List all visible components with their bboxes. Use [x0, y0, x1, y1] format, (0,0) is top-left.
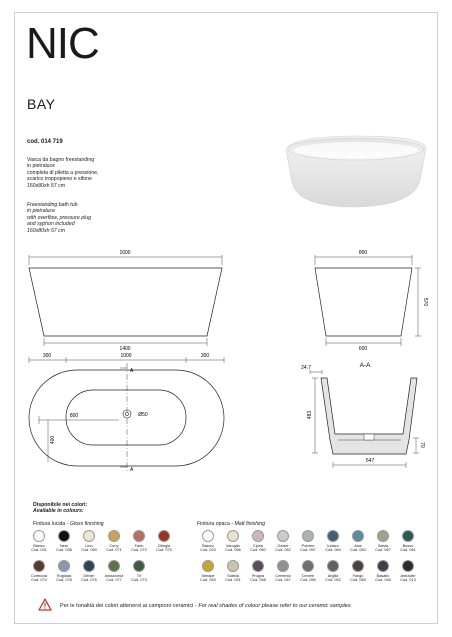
section-title: A-A — [359, 362, 371, 369]
colour-name: Denim — [83, 573, 95, 578]
colour-dot — [58, 560, 70, 572]
colour-code: Cod. 078 — [56, 577, 72, 582]
brand-logo: NIC — [26, 19, 99, 68]
colour-dot — [133, 560, 145, 572]
colour-name: Polvere — [301, 543, 315, 548]
colour-name: Sabbia — [227, 573, 239, 578]
colour-dot — [158, 530, 170, 542]
colour-dot — [252, 560, 264, 572]
colour-dot — [108, 560, 120, 572]
front-bottom-dimension: 1400 — [119, 346, 131, 350]
section-depth-dimension: 483 — [307, 410, 313, 420]
colour-code: Cod. 062 — [275, 547, 291, 552]
colour-code: Cod. 053 — [200, 577, 216, 582]
warning-icon — [38, 598, 52, 611]
colour-name: Antracite — [400, 573, 416, 578]
front-top-dimension: 1600 — [119, 250, 131, 256]
colour-code: Cod. 073 — [131, 577, 147, 582]
colour-code: Cod. 057 — [300, 547, 316, 552]
matt-title-it: Finitura opaca - — [197, 521, 235, 527]
product-photo — [280, 130, 430, 215]
colour-code: Cod. 038 — [56, 547, 72, 552]
colour-swatch — [391, 530, 425, 552]
colour-name: Nero — [59, 543, 69, 548]
colour-dot — [133, 530, 145, 542]
colour-name: Tè — [136, 573, 142, 578]
colour-name: Curry — [109, 543, 119, 548]
colour-dot — [83, 560, 95, 572]
colour-code: Cod. 047 — [275, 577, 291, 582]
colour-dot — [377, 530, 389, 542]
colour-dot — [327, 560, 339, 572]
colour-name: Fango — [352, 573, 364, 578]
plan-drain-dimension: Ø50 — [138, 412, 148, 418]
section-marker-bottom: A — [130, 467, 134, 473]
colour-dot — [33, 560, 45, 572]
colour-dot — [227, 560, 239, 572]
colour-name: Argilla — [327, 573, 339, 578]
colour-code: Cod. 074 — [31, 577, 47, 582]
colour-dot — [202, 560, 214, 572]
colours-heading-en: Available in colours: — [33, 508, 84, 515]
colour-code: Cod. 061 — [400, 547, 416, 552]
description-english: Freestanding bath tub in pietraluce with overflow, pressure plug and syphon included 160x80xh 57 cm — [27, 202, 92, 234]
colour-name: Bosco — [402, 543, 414, 548]
colour-code: Cod. 064 — [325, 547, 341, 552]
colour-code: Cod. 056 — [300, 577, 316, 582]
colour-dot — [277, 560, 289, 572]
colour-dot — [202, 530, 214, 542]
colour-dot — [352, 560, 364, 572]
side-top-dimension: 800 — [358, 250, 368, 256]
colour-dot — [252, 530, 264, 542]
colour-code: Cod. 063 — [350, 547, 366, 552]
colour-name: Cipria — [253, 543, 263, 548]
colours-heading-it: Disponibile nei colori: — [33, 502, 88, 508]
colour-name: Bianco — [33, 543, 45, 548]
colour-name: Basalto — [376, 573, 390, 578]
colour-swatch — [391, 560, 425, 582]
colour-code: Cod. 075 — [156, 547, 172, 552]
plan-right-dimension: 300 — [200, 353, 210, 359]
model-name: BAY — [27, 96, 56, 112]
colour-code: Cod. 076 — [81, 577, 97, 582]
matt-title-en: Matt finishing — [234, 521, 266, 527]
colour-name: Prugna — [251, 573, 265, 578]
footer-note — [16, 596, 436, 620]
colour-name: Rugiada — [56, 573, 72, 578]
front-view-drawing — [26, 245, 226, 350]
colour-code: Cod. 069 — [350, 577, 366, 582]
colour-name: Cemento — [275, 573, 291, 578]
colour-name: Lino — [85, 543, 93, 548]
colour-name: Amazzonia — [104, 573, 124, 578]
footer-text — [60, 603, 351, 609]
colour-dot — [302, 530, 314, 542]
colour-dot — [277, 530, 289, 542]
section-view-drawing — [290, 358, 435, 473]
footer-text-en: For real shades of colour please refer to our ceramic samples — [198, 603, 351, 609]
colour-dot — [108, 530, 120, 542]
colour-code: Cod. 066 — [225, 547, 241, 552]
plan-center-dimension: 1000 — [120, 353, 132, 359]
colour-code: Cod. 071 — [106, 547, 122, 552]
colour-code: Cod. 023 — [200, 547, 216, 552]
colour-name: Salvia — [377, 543, 389, 548]
plan-offset-dimension: 800 — [69, 413, 79, 419]
description-italian: Vasca da bagno freestanding in pietraluce completa di piletta a pressione, scarico troppopieno e sifone 160x80xh 57 cm — [27, 157, 99, 189]
colour-name: Aloe — [354, 543, 362, 548]
section-rim-dimension: 24.7 — [301, 365, 311, 371]
colour-code: Cod. 058 — [250, 577, 266, 582]
colour-code: Cod. 031 — [31, 547, 47, 552]
colour-code: Cod. 067 — [375, 547, 391, 552]
colour-name: Bianco — [202, 543, 214, 548]
colour-dot — [58, 530, 70, 542]
colour-dot — [402, 560, 414, 572]
colour-name: Cenere — [301, 573, 315, 578]
colour-dot — [352, 530, 364, 542]
colour-name: Ideoglia — [226, 543, 240, 548]
colour-dot — [33, 530, 45, 542]
gloss-title-it: Finitura lucida - — [33, 521, 70, 527]
colour-dot — [402, 530, 414, 542]
colour-swatch — [147, 530, 181, 552]
footer-text-it: Per le tonalità dei colori attenersi ai campioni ceramici - — [60, 603, 199, 609]
gloss-title-en: Gloss finishing — [69, 521, 104, 527]
colour-name: Geiser — [277, 543, 289, 548]
colour-name: Fanh — [134, 543, 144, 548]
side-bottom-dimension: 600 — [358, 346, 368, 350]
colour-code: Cod. 069 — [81, 547, 97, 552]
section-base-dimension: 547 — [365, 458, 375, 464]
colour-code: Cod. 060 — [250, 547, 266, 552]
colours-heading — [33, 502, 87, 515]
colour-dot — [377, 560, 389, 572]
colour-code: Cod. 048 — [375, 577, 391, 582]
plan-depth-dimension: 400 — [50, 435, 56, 445]
side-view-drawing — [305, 245, 435, 350]
colour-name: Senape — [201, 573, 215, 578]
product-code: cod. 014 719 — [27, 139, 63, 145]
colour-name: Corteccia — [30, 573, 48, 578]
colour-dot — [327, 530, 339, 542]
colour-code: Cod. 013 — [400, 577, 416, 582]
colour-code: Cod. 052 — [325, 577, 341, 582]
side-height-dimension: 570 — [422, 297, 428, 307]
plan-left-dimension: 300 — [42, 353, 52, 359]
plan-view-drawing — [24, 350, 234, 475]
colour-dot — [302, 560, 314, 572]
colour-name: Ciliegia — [157, 543, 171, 548]
section-marker-top: A — [130, 368, 134, 374]
colour-code: Cod. 072 — [131, 547, 147, 552]
colour-code: Cod. 077 — [106, 577, 122, 582]
colour-name: Indaco — [327, 543, 339, 548]
gloss-title — [33, 521, 104, 527]
colour-code: Cod. 051 — [225, 577, 241, 582]
matt-title — [197, 521, 265, 527]
section-foot-dimension: 70 — [419, 442, 425, 448]
colour-dot — [83, 530, 95, 542]
colour-dot — [227, 530, 239, 542]
colour-swatch — [122, 560, 156, 582]
